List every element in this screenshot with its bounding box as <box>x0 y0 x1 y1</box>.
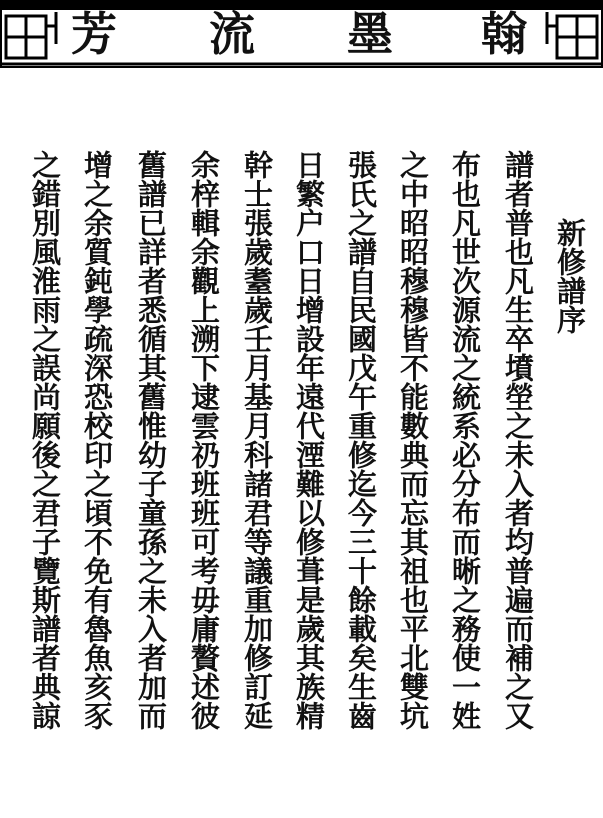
right-corner-ornament <box>547 12 597 58</box>
banner-char-1: 芳 <box>71 7 117 61</box>
banner-char-3: 墨 <box>347 7 393 61</box>
text-column-3: 之中昭昭穆穆皆不能數典而忘其祖也平北雙坑 <box>396 150 430 730</box>
text-column-7: 余梓輯余觀上溯下逮雲礽班班可考毋庸贅述彼 <box>187 150 221 730</box>
banner-char-4: 翰 <box>481 7 527 61</box>
text-column-9: 增之余質鈍學疏深恐校印之頃不免有魯魚亥豕 <box>80 150 114 730</box>
banner <box>0 0 603 68</box>
preface-heading: 新修譜序 <box>553 218 587 334</box>
text-column-8: 舊譜已詳者悉循其舊惟幼子童孫之未入者加而 <box>134 150 168 730</box>
text-column-10: 之錯別風淮雨之誤尚願後之君子覽斯譜者典諒 <box>28 150 62 730</box>
left-corner-ornament <box>6 12 56 58</box>
text-column-2: 布也凡世次源流之統系必分布而晰之務使一姓 <box>448 150 482 730</box>
text-column-1: 譜者普也凡生卒墳塋之未入者均普遍而補之又 <box>501 150 535 730</box>
banner-char-2: 流 <box>209 7 255 61</box>
text-column-6: 幹士張歲耋歲壬月基月科諸君等議重加修訂延 <box>240 150 274 730</box>
text-column-5: 日繁户口日增設年遠代湮難以修葺是歲其族精 <box>292 150 326 730</box>
text-column-4: 張氏之譜自民國戊午重修迄今三十餘載矣生齒 <box>344 150 378 730</box>
